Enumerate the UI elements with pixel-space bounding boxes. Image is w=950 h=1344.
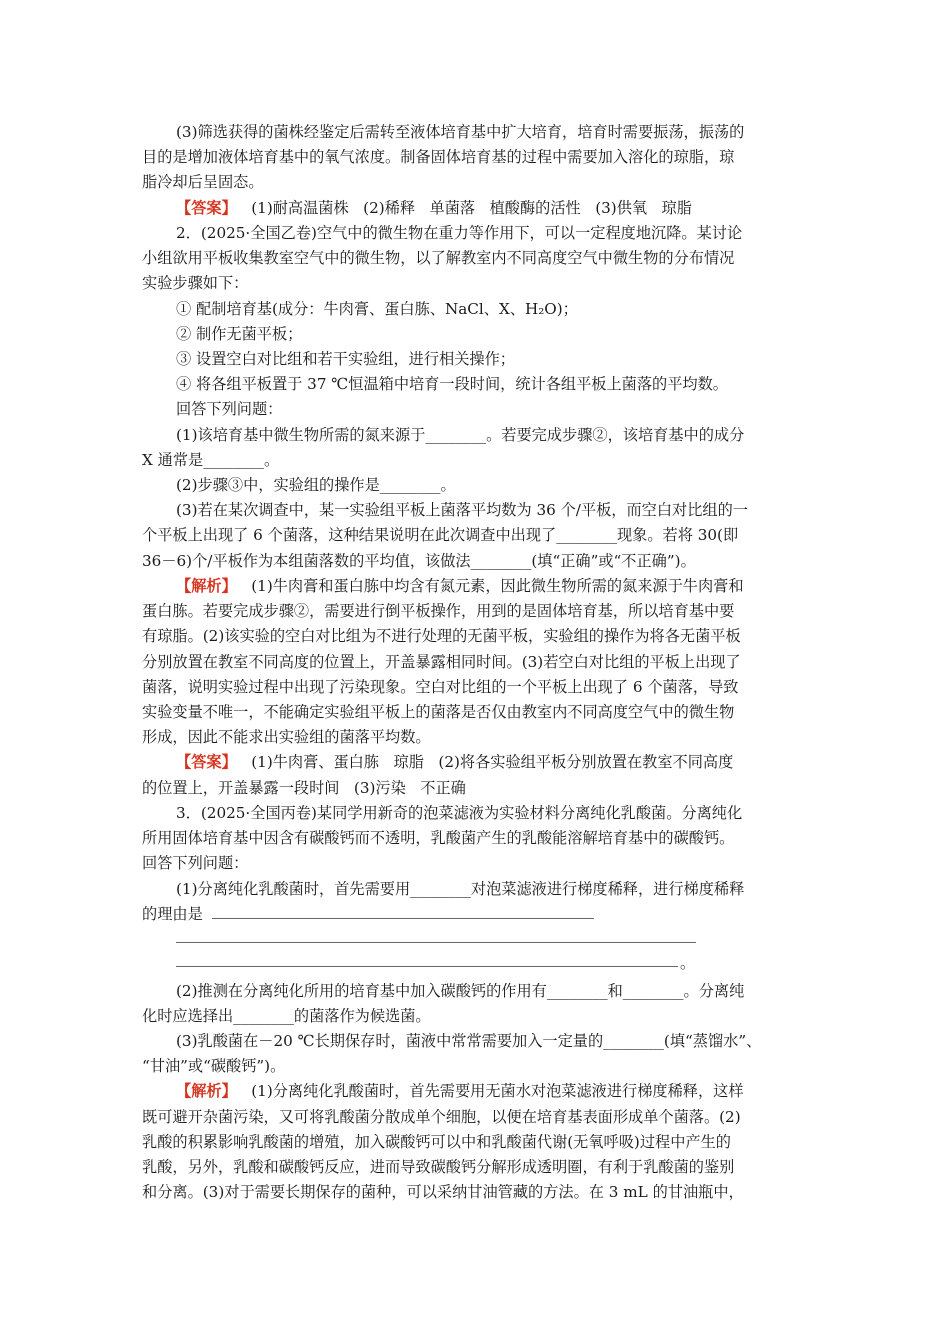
q2-sub-5: 个平板上出现了 6 个菌落，这种结果说明在此次调查中出现了________现象。若将 30(即 bbox=[142, 526, 739, 544]
q2-sub-1: (1)该培育基中微生物所需的氮来源于________。若要完成步骤②，该培育基中的成分 bbox=[176, 426, 745, 444]
q2-sub-2: X 通常是________。 bbox=[142, 451, 280, 469]
q2-answer-line-1 bbox=[176, 751, 733, 773]
q3-analysis-line-2: 既可避开杂菌污染，又可将乳酸菌分散成单个细胞，以便在培育基表面形成单个菌落。(2) bbox=[142, 1108, 741, 1126]
answer-blank-line-3 bbox=[176, 966, 678, 967]
q2-stem-2: 小组欲用平板收集教室空气中的微生物，以了解教室内不同高度空气中微生物的分布情况 bbox=[142, 249, 735, 267]
q3-analysis-line-4: 乳酸，另外，乳酸和碳酸钙反应，进而导致碳酸钙分解形成透明圈，有利于乳酸菌的鉴别 bbox=[142, 1158, 735, 1176]
q1-answer-line bbox=[176, 197, 692, 219]
analysis-tag: 【解析】 bbox=[176, 1082, 237, 1100]
q2-sub-6: 36－6)个/平板作为本组菌落数的平均值，该做法________(填“正确”或“不正确”)。 bbox=[142, 552, 696, 570]
q3-sub1-line-1: (1)分离纯化乳酸菌时，首先需要用________对泡菜滤液进行梯度稀释，进行梯度稀释 bbox=[176, 880, 745, 898]
q2-step-4: ④ 将各组平板置于 37 ℃恒温箱中培育一段时间，统计各组平板上菌落的平均数。 bbox=[176, 375, 728, 393]
q1-line-1: (3)筛选获得的菌株经鉴定后需转至液体培育基中扩大培育，培育时需要振荡，振荡的 bbox=[176, 123, 745, 141]
q3-analysis-line-5: 和分离。(3)对于需要长期保存的菌种，可以采纳甘油管藏的方法。在 3 mL 的甘油瓶中， bbox=[142, 1183, 744, 1201]
q3-sub1-line-2: 的理由是 bbox=[142, 905, 203, 923]
analysis-tag: 【解析】 bbox=[176, 577, 237, 595]
q3-sub3-line-2: “甘油”或“碳酸钙”)。 bbox=[142, 1057, 286, 1075]
q2-analysis-line-4: 分别放置在教室不同高度的位置上，开盖暴露相同时间。(3)若空白对比组的平板上出现了 bbox=[142, 653, 741, 671]
q2-analysis-line-2: 蛋白胨。若要完成步骤②，需要进行倒平板操作，用到的是固体培育基，所以培育基中要 bbox=[142, 602, 735, 620]
q3-stem-2: 所用固体培育基中因含有碳酸钙而不透明，乳酸菌产生的乳酸能溶解培育基中的碳酸钙。 bbox=[142, 829, 735, 847]
q2-sub-3: (2)步骤③中，实验组的操作是________。 bbox=[176, 476, 456, 494]
answer-tag: 【答案】 bbox=[176, 199, 237, 217]
q3-analysis-line-1 bbox=[176, 1080, 744, 1102]
answer-tag: 【答案】 bbox=[176, 753, 237, 771]
q3-sub2-line-1: (2)推测在分离纯化所用的培育基中加入碳酸钙的作用有________和________。分离纯 bbox=[176, 982, 745, 1000]
q2-stem-1: 2．(2025·全国乙卷)空气中的微生物在重力等作用下，可以一定程度地沉降。某讨论 bbox=[176, 224, 743, 242]
answer-blank-line-1 bbox=[212, 918, 594, 919]
q2-answer-text-1: (1)牛肉膏、蛋白胨 琼脂 (2)将各实验组平板分别放置在教室不同高度 bbox=[236, 753, 734, 771]
q2-analysis-line-6: 实验变量不唯一，不能确定实验组平板上的菌落是否仅由教室内不同高度空气中的微生物 bbox=[142, 703, 735, 721]
q1-line-3: 脂冷却后呈固态。 bbox=[142, 173, 264, 191]
q3-sub2-line-2: 化时应选择出________的菌落作为候选菌。 bbox=[142, 1007, 431, 1025]
q2-analysis-line-5: 菌落，说明实验过程中出现了污染现象。空白对比组的一个平板上出现了 6 个菌落，导致 bbox=[142, 678, 739, 696]
q2-stem-3: 实验步骤如下： bbox=[142, 274, 249, 292]
q2-step-3: ③ 设置空白对比组和若干实验组，进行相关操作； bbox=[176, 350, 515, 368]
q2-analysis-line-3: 有琼脂。(2)该实验的空白对比组为不进行处理的无菌平板，实验组的操作为将各无菌平板 bbox=[142, 627, 741, 645]
q2-analysis-text-1: (1)牛肉膏和蛋白胨中均含有氮元素，因此微生物所需的氮来源于牛肉膏和 bbox=[236, 577, 744, 595]
q2-step-1: ① 配制培育基(成分：牛肉膏、蛋白胨、NaCl、X、H₂O)； bbox=[176, 300, 578, 318]
q3-sub1-period: 。 bbox=[680, 954, 696, 972]
q3-analysis-text-1: (1)分离纯化乳酸菌时，首先需要用无菌水对泡菜滤液进行梯度稀释，这样 bbox=[236, 1082, 744, 1100]
q3-stem-1: 3．(2025·全国丙卷)某同学用新奇的泡菜滤液为实验材料分离纯化乳酸菌。分离纯化 bbox=[176, 804, 743, 822]
q2-analysis-line-7: 形成，因此不能求出实验组的菌落平均数。 bbox=[142, 728, 431, 746]
q1-answer-text: (1)耐高温菌株 (2)稀释 单菌落 植酸酶的活性 (3)供氧 琼脂 bbox=[236, 199, 692, 217]
q1-line-2: 目的是增加液体培育基中的氧气浓度。制备固体培育基的过程中需要加入溶化的琼脂，琼 bbox=[142, 148, 735, 166]
q3-sub3-line-1: (3)乳酸菌在－20 ℃长期保存时，菌液中常常需要加入一定量的________(填“蒸馏水”、 bbox=[176, 1032, 762, 1050]
q2-step-2: ② 制作无菌平板； bbox=[176, 325, 303, 343]
q2-analysis-line-1 bbox=[176, 575, 744, 597]
answer-blank-line-2 bbox=[176, 942, 696, 943]
q2-prompt: 回答下列问题： bbox=[176, 400, 283, 418]
q2-sub-4: (3)若在某次调查中，某一实验组平板上菌落平均数为 36 个/平板，而空白对比组的一 bbox=[176, 501, 748, 519]
q3-analysis-line-3: 乳酸的积累影响乳酸菌的增殖，加入碳酸钙可以中和乳酸菌代谢(无氧呼吸)过程中产生的 bbox=[142, 1133, 731, 1151]
q2-answer-line-2: 的位置上，开盖暴露一段时间 (3)污染 不正确 bbox=[142, 779, 466, 797]
q3-stem-3: 回答下列问题： bbox=[142, 854, 249, 872]
